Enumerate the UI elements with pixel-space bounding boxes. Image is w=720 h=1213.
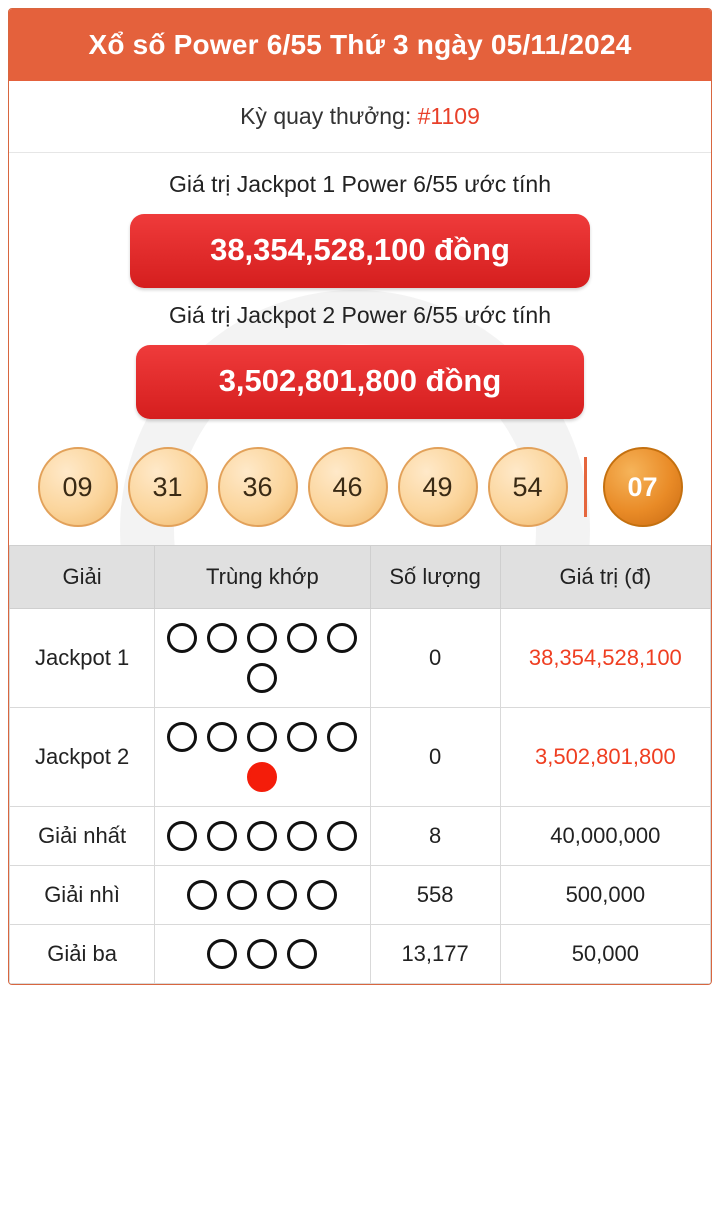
match-circle: [247, 821, 277, 851]
match-circle: [267, 880, 297, 910]
match-circle: [167, 821, 197, 851]
match-circle: [247, 722, 277, 752]
prize-value-cell: 3,502,801,800: [500, 708, 710, 807]
match-circle: [247, 663, 277, 693]
match-circle: [167, 623, 197, 653]
page-title: Xổ số Power 6/55 Thứ 3 ngày 05/11/2024: [9, 9, 711, 81]
match-circle: [287, 722, 317, 752]
winning-numbers: [9, 437, 711, 545]
table-row: [10, 866, 711, 925]
prize-value-cell: 500,000: [500, 866, 710, 925]
number-ball: 36: [218, 447, 298, 527]
match-circle: [227, 880, 257, 910]
number-ball: 46: [308, 447, 388, 527]
match-circle: [307, 880, 337, 910]
column-header-value: Giá trị (đ): [500, 546, 710, 609]
column-header-match: Trùng khớp: [155, 546, 370, 609]
match-circle: [167, 722, 197, 752]
match-pattern-cell: [155, 609, 370, 708]
table-body: [10, 609, 711, 984]
prize-value-cell: 40,000,000: [500, 807, 710, 866]
prize-value-cell: 38,354,528,100: [500, 609, 710, 708]
table-row: [10, 925, 711, 984]
jackpot1-label: Giá trị Jackpot 1 Power 6/55 ước tính: [168, 171, 552, 197]
column-header-prize: Giải: [10, 546, 155, 609]
jackpot2-label: Giá trị Jackpot 2 Power 6/55 ước tính: [168, 302, 552, 328]
draw-id: #1109: [417, 103, 480, 129]
match-circle: [187, 880, 217, 910]
match-pattern-cell: [155, 708, 370, 807]
match-circle: [247, 623, 277, 653]
match-circle-wrap: [161, 663, 363, 693]
table-row: [10, 708, 711, 807]
result-card: [8, 8, 712, 985]
quantity-cell: 8: [370, 807, 500, 866]
draw-label: Kỳ quay thưởng:: [240, 103, 412, 129]
match-pattern-cell: [155, 807, 370, 866]
ball-divider: [584, 457, 587, 517]
match-circle: [287, 821, 317, 851]
number-ball: 31: [128, 447, 208, 527]
match-pattern-cell: [155, 866, 370, 925]
jackpot2-value: 3,502,801,800 đồng: [136, 345, 584, 419]
match-circle: [207, 821, 237, 851]
match-circle-wrap: [161, 762, 363, 792]
match-circle: [207, 939, 237, 969]
prize-name-cell: Giải nhì: [10, 866, 155, 925]
match-circle: [327, 722, 357, 752]
match-circle: [207, 722, 237, 752]
prize-table: [9, 545, 711, 984]
quantity-cell: 0: [370, 708, 500, 807]
match-circle: [287, 939, 317, 969]
number-ball: 54: [488, 447, 568, 527]
match-pattern-cell: [155, 925, 370, 984]
table-header-row: [10, 546, 711, 609]
number-ball: 09: [38, 447, 118, 527]
match-circle: [327, 623, 357, 653]
quantity-cell: 558: [370, 866, 500, 925]
prize-name-cell: Giải ba: [10, 925, 155, 984]
match-circle: [207, 623, 237, 653]
draw-info: [9, 81, 711, 153]
match-circle: [247, 762, 277, 792]
jackpot-section: [9, 153, 711, 437]
match-circle: [327, 821, 357, 851]
special-number-ball: 07: [603, 447, 683, 527]
match-circle: [287, 623, 317, 653]
quantity-cell: 13,177: [370, 925, 500, 984]
prize-name-cell: Jackpot 1: [10, 609, 155, 708]
column-header-quantity: Số lượng: [370, 546, 500, 609]
match-circle: [247, 939, 277, 969]
number-ball: 49: [398, 447, 478, 527]
prize-value-cell: 50,000: [500, 925, 710, 984]
prize-name-cell: Jackpot 2: [10, 708, 155, 807]
table-row: [10, 807, 711, 866]
jackpot1-value: 38,354,528,100 đồng: [130, 214, 590, 288]
table-row: [10, 609, 711, 708]
prize-name-cell: Giải nhất: [10, 807, 155, 866]
quantity-cell: 0: [370, 609, 500, 708]
